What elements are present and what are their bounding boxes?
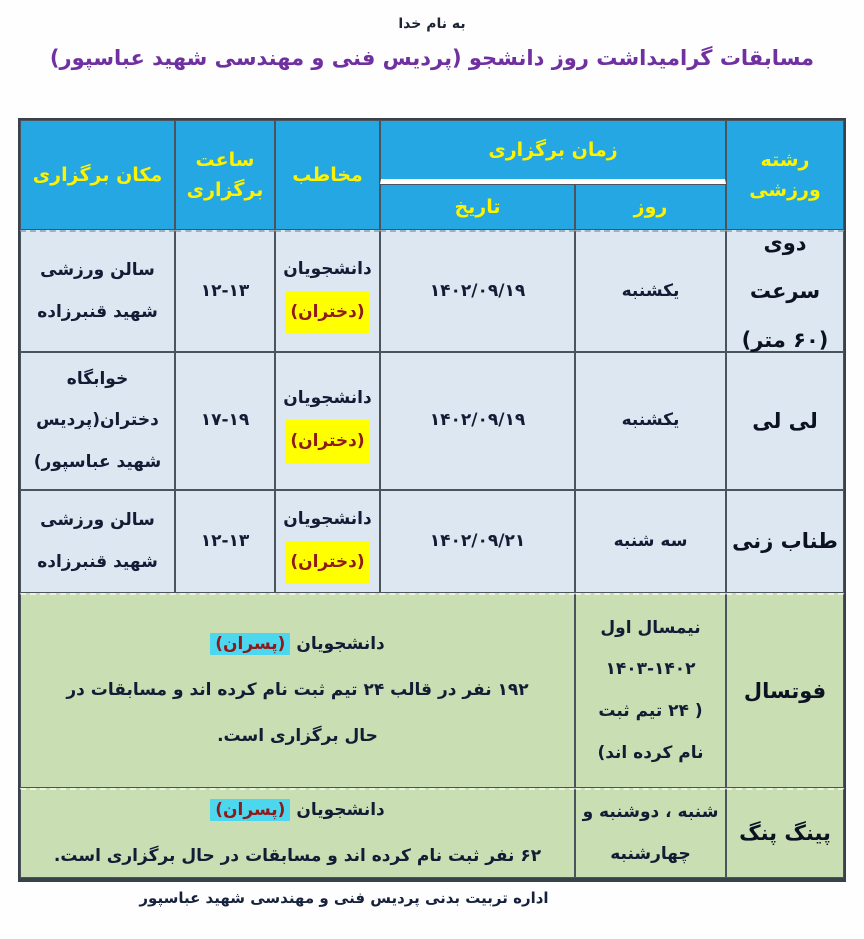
row-futsal-details-cell: [20, 593, 575, 788]
bismillah-text: به نام خدا: [398, 16, 466, 32]
venue-line2: دختران(پردیس: [36, 410, 159, 431]
date-value: ۱۴۰۲/۰۹/۱۹: [429, 410, 526, 431]
row-rope-audience-cell: [275, 490, 380, 593]
venue-line2: شهید قنبرزاده: [37, 551, 158, 572]
date-value: ۱۴۰۲/۰۹/۲۱: [429, 530, 526, 551]
header-time-group: زمان برگزاری: [380, 120, 726, 184]
row-rope-venue-cell: [20, 490, 175, 593]
header-day: روز: [575, 184, 726, 230]
header-hour-line1: ساعت: [195, 148, 255, 171]
hour-value: ۱۲-۱۳: [200, 530, 250, 551]
audience-line: [210, 622, 384, 668]
header-hour: [175, 120, 275, 230]
row-leilei-date-cell: [380, 352, 575, 490]
audience-label: دانشجویان: [283, 388, 372, 409]
hour-value: ۱۷-۱۹: [200, 410, 250, 431]
row-futsal-sport-cell: فوتسال: [726, 593, 844, 788]
day-line4: نام کرده اند): [597, 742, 704, 763]
row-futsal-day-cell: [575, 593, 726, 788]
registration-note: ۶۲ نفر ثبت نام کرده اند و مسابقات در حال برگزاری است.: [53, 845, 542, 866]
row-rope-date-cell: [380, 490, 575, 593]
audience-label: دانشجویان: [296, 634, 385, 655]
venue-line2: شهید قنبرزاده: [37, 301, 158, 322]
row-leilei-sport-cell: لی لی: [726, 352, 844, 490]
row-rope-sport-cell: طناب زنی: [726, 490, 844, 593]
hour-value: ۱۲-۱۳: [200, 280, 250, 301]
venue-line1: سالن ورزشی: [40, 259, 155, 280]
audience-girls-highlight: (دختران): [285, 291, 369, 335]
row-sprint-sport-cell: [726, 230, 844, 352]
header-date: تاریخ: [380, 184, 575, 230]
sport-name-line2: (۶۰ متر): [741, 327, 829, 352]
row-rope-hour-cell: [175, 490, 275, 593]
day-line1: شنبه ، دوشنبه و: [582, 801, 719, 822]
registration-note: ۱۹۲ نفر در قالب ۲۴ تیم ثبت نام کرده اند و مسابقات در حال برگزاری است.: [66, 680, 529, 746]
header-hour-line2: برگزاری: [186, 179, 264, 201]
audience-boys-highlight: (پسران): [210, 633, 290, 655]
audience-girls-highlight: (دختران): [285, 420, 369, 464]
day-line3: ( ۲۴ تیم ثبت: [598, 701, 703, 721]
row-rope-day-cell: سه شنبه: [575, 490, 726, 593]
row-sprint-day-cell: یکشنبه: [575, 230, 726, 352]
row-leilei-venue-cell: [20, 352, 175, 490]
footer-text: اداره تربیت بدنی پردیس فنی و مهندسی شهید عباسپور: [139, 889, 549, 907]
audience-label: دانشجویان: [283, 508, 372, 529]
row-leilei-hour-cell: [175, 352, 275, 490]
competition-schedule-table: [18, 118, 846, 882]
venue-line1: سالن ورزشی: [40, 509, 155, 530]
audience-girls-highlight: (دختران): [285, 541, 369, 585]
header-venue: مکان برگزاری: [20, 120, 175, 230]
row-leilei-day-cell: یکشنبه: [575, 352, 726, 490]
row-pingpong-day-cell: [575, 788, 726, 878]
audience-line: [210, 788, 384, 834]
page-title: مسابقات گرامیداشت روز دانشجو (پردیس فنی و مهندسی شهید عباسپور): [49, 46, 815, 70]
sport-name-line1: دوی سرعت: [749, 231, 821, 304]
row-sprint-hour-cell: [175, 230, 275, 352]
row-pingpong-details-cell: [20, 788, 575, 878]
row-sprint-date-cell: [380, 230, 575, 352]
audience-label: دانشجویان: [283, 258, 372, 279]
day-line2-years: ۱۴۰۳-۱۴۰۲: [605, 659, 696, 680]
row-leilei-audience-cell: [275, 352, 380, 490]
venue-line3: شهید عباسپور): [33, 451, 162, 472]
row-sprint-venue-cell: [20, 230, 175, 352]
row-sprint-audience-cell: [275, 230, 380, 352]
header-sport-column: رشته ورزشی: [726, 120, 844, 230]
row-pingpong-sport-cell: پینگ پنگ: [726, 788, 844, 878]
venue-line1: خوابگاه: [66, 368, 129, 389]
day-line1: نیمسال اول: [600, 617, 701, 638]
date-value: ۱۴۰۲/۰۹/۱۹: [429, 280, 526, 301]
audience-boys-highlight: (پسران): [210, 799, 290, 821]
header-audience: مخاطب: [275, 120, 380, 230]
audience-label: دانشجویان: [296, 799, 385, 820]
day-line2: چهارشنبه: [610, 843, 691, 864]
